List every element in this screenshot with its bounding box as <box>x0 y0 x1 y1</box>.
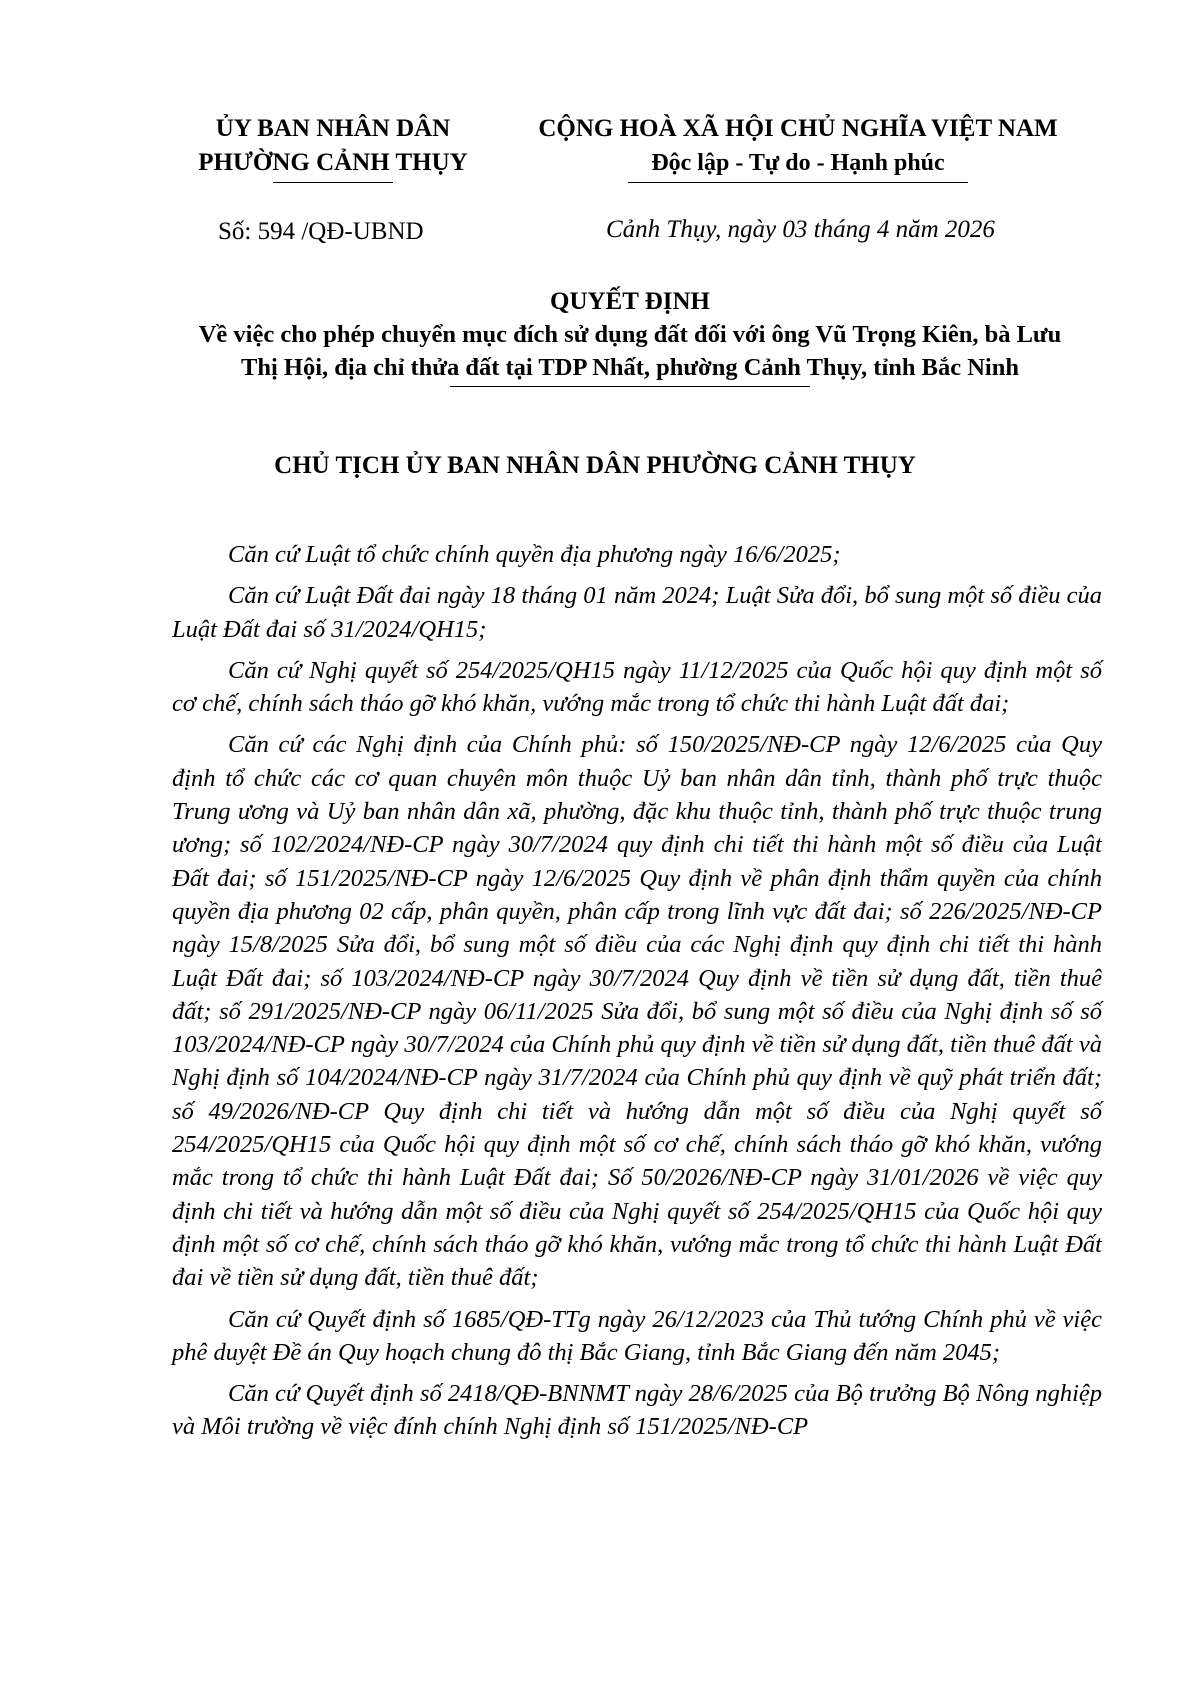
motto-underline <box>628 182 968 183</box>
document-header <box>0 112 1190 252</box>
legal-basis-paragraph: Căn cứ Quyết định số 1685/QĐ-TTg ngày 26/12/2023 của Thủ tướng Chính phủ về việc phê duyệt Đề án Quy hoạch chung đô thị Bắc Giang, tỉnh Bắc Giang đến năm 2045; <box>172 1305 1102 1366</box>
document-title: QUYẾT ĐỊNH <box>550 288 710 315</box>
subject-underline <box>450 386 810 387</box>
national-motto <box>520 112 1076 183</box>
title-block <box>160 286 1100 387</box>
authority-line-2: PHƯỜNG CẢNH THỤY <box>198 149 468 176</box>
authority-underline <box>273 182 393 183</box>
legal-basis-paragraph: Căn cứ Nghị quyết số 254/2025/QH15 ngày 11/12/2025 của Quốc hội quy định một số cơ chế, chính sách tháo gỡ khó khăn, vướng mắc trong tổ chức thi hành Luật đất đai; <box>172 656 1102 718</box>
signing-authority-heading: CHỦ TỊCH ỦY BAN NHÂN DÂN PHƯỜNG CẢNH THỤY <box>274 452 916 479</box>
legal-basis-paragraph: Căn cứ Luật Đất đai ngày 18 tháng 01 năm 2024; Luật Sửa đổi, bổ sung một số điều của Luật Đất đai số 31/2024/QH15; <box>172 582 1102 643</box>
subject-line-1: Về việc cho phép chuyển mục đích sử dụng đất đối với ông Vũ Trọng Kiên, bà Lưu <box>198 321 1062 348</box>
document-number: Số: 594 /QĐ-UBND <box>218 218 424 245</box>
motto-line: Độc lập - Tự do - Hạnh phúc <box>651 150 945 176</box>
document-body <box>172 538 1102 1452</box>
subject-line-2: Thị Hội, địa chỉ thửa đất tại TDP Nhất, phường Cảnh Thụy, tỉnh Bắc Ninh <box>241 354 1019 381</box>
authority-line-1: ỦY BAN NHÂN DÂN <box>215 115 451 142</box>
legal-basis-paragraph: Căn cứ Quyết định số 2418/QĐ-BNNMT ngày 28/6/2025 của Bộ trưởng Bộ Nông nghiệp và Môi trường về việc đính chính Nghị định số 151/2025/NĐ-CP <box>172 1380 1102 1441</box>
country-name: CỘNG HOÀ XÃ HỘI CHỦ NGHĨA VIỆT NAM <box>538 115 1058 142</box>
place-date: Cảnh Thụy, ngày 03 tháng 4 năm 2026 <box>606 216 995 243</box>
issuing-authority <box>168 112 498 183</box>
legal-basis-paragraph: Căn cứ các Nghị định của Chính phủ: số 150/2025/NĐ-CP ngày 12/6/2025 của Quy định tổ chức các cơ quan chuyên môn thuộc Uỷ ban nhân dân tỉnh, thành phố trực thuộc Trung ương và Uỷ ban nhân dân xã, phường, đặc khu thuộc tỉnh, thành phố trực thuộc trung ương; số 102/2024/NĐ-CP ngày 30/7/2024 quy định chi tiết thi hành một số điều của Luật Đất đai; số 151/2025/NĐ-CP ngày 12/6/2025 Quy định về phân định thẩm quyền của chính quyền địa phương 02 cấp, phân quyền, phân cấp trong lĩnh vực đất đai; số 226/2025/NĐ-CP ngày 15/8/2025 Sửa đổi, bổ sung một số điều của các Nghị định quy định chi tiết thi hành Luật Đất đai; số 103/2024/NĐ-CP ngày 30/7/2024 Quy định về tiền sử dụng đất, tiền thuê đất; số 291/2025/NĐ-CP ngày 06/11/2025 Sửa đổi, bổ sung một số điều của Nghị định số số 103/2024/NĐ-CP ngày 30/7/2024 của Chính phủ quy định về tiền sử dụng đất, tiền thuê đất và Nghị định số 104/2024/NĐ-CP ngày 31/7/2024 của Chính phủ quy định về quỹ phát triển đất; số 49/2026/NĐ-CP Quy định chi tiết và hướng dẫn một số điều của Nghị quyết số 254/2025/QH15 của Quốc hội quy định một số cơ chế, chính sách tháo gỡ khó khăn, vướng mắc trong tổ chức thi hành Luật Đất đai; Số 50/2026/NĐ-CP ngày 31/01/2026 về việc quy định chi tiết và hướng dẫn một số điều của Nghị quyết số 254/2025/QH15 của Quốc hội quy định một số cơ chế, chính sách tháo gỡ khó khăn, vướng mắc trong tổ chức thi hành Luật Đất đai về tiền sử dụng đất, tiền thuê đất; <box>172 731 1102 1292</box>
legal-basis-paragraph: Căn cứ Luật tổ chức chính quyền địa phương ngày 16/6/2025; <box>228 541 841 568</box>
